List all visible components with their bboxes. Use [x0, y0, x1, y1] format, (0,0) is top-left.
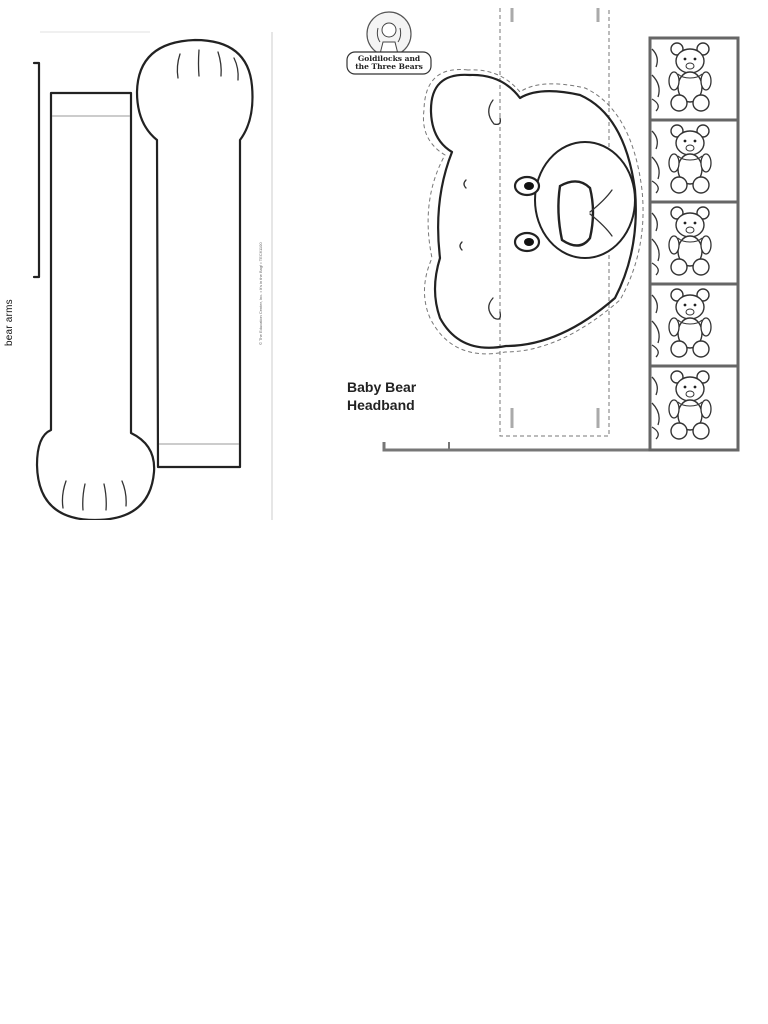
- teddy-partial-icon: [652, 377, 659, 439]
- teddy-partial-icon: [652, 295, 659, 357]
- headband-title-line-1: Baby Bear: [347, 379, 417, 395]
- logo-title: [348, 55, 430, 71]
- measure-bracket: [34, 63, 39, 277]
- teddy-partial-icon: [652, 131, 659, 193]
- teddy-bear-icon: [669, 125, 711, 193]
- teddy-partial-icon: [652, 213, 659, 275]
- bear-arms-label: bear arms: [4, 299, 15, 346]
- logo-line-1: Goldilocks and: [357, 54, 421, 63]
- teddy-bear-icon: [669, 43, 711, 111]
- copyright-text: © The Education Center, Inc. • It's in the Bag! • TEC61100: [258, 242, 263, 345]
- headband-title-line-2: Headband: [347, 397, 415, 413]
- teddy-partial-icon: [652, 49, 659, 111]
- teddy-bear-icon: [669, 207, 711, 275]
- teddy-bear-icon: [669, 289, 711, 357]
- headband-title: [347, 378, 416, 414]
- bear-arm-left: [37, 93, 154, 520]
- bear-arm-right: [137, 40, 253, 467]
- bear-face-icon: [423, 70, 643, 354]
- logo-line-2: the Three Bears: [355, 62, 423, 71]
- teddy-bear-icon: [669, 371, 711, 439]
